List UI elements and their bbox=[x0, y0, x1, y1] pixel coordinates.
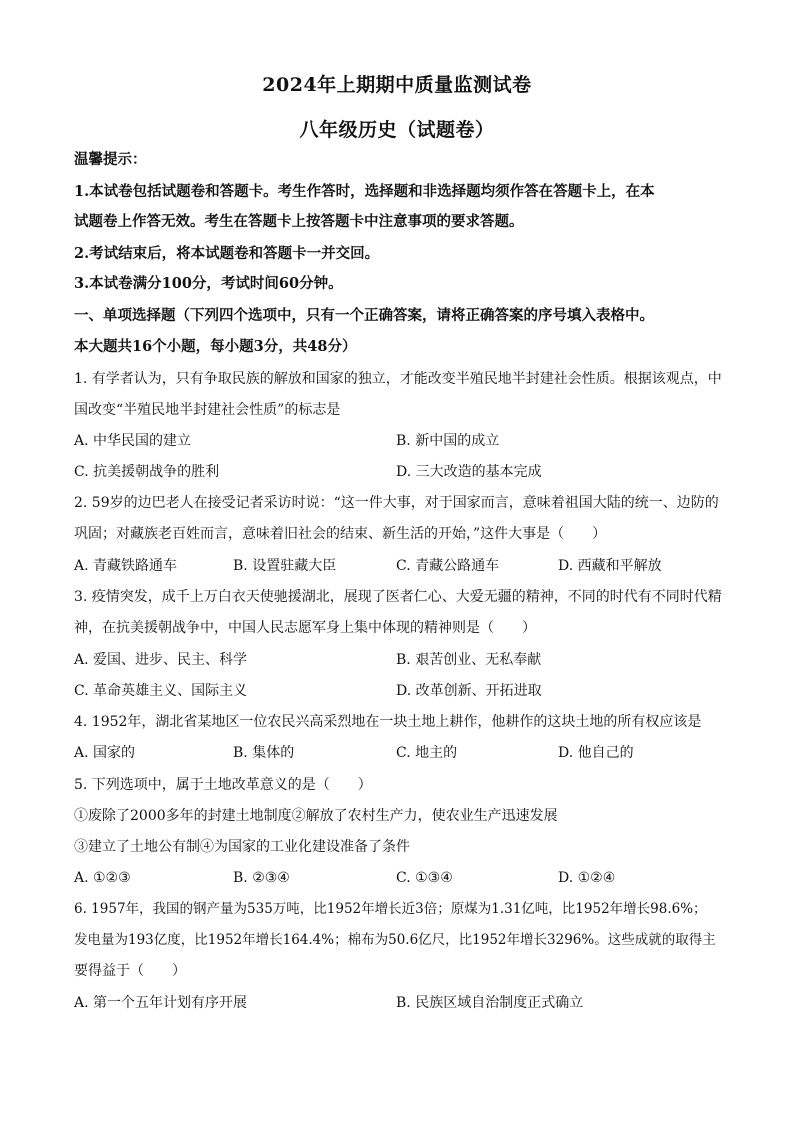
q2-option-b: B. 设置驻藏大臣 bbox=[233, 558, 337, 574]
q3-option-c: C. 革命英雄主义、国际主义 bbox=[74, 683, 248, 699]
q4-option-a: A. 国家的 bbox=[74, 745, 136, 761]
q1-stem-2: 国改变“半殖民地半封建社会性质”的标志是 bbox=[74, 402, 341, 418]
q3-option-a: A. 爱国、进步、民主、科学 bbox=[74, 652, 248, 668]
q5-stem-3: ③建立了土地公有制④为国家的工业化建设准备了条件 bbox=[74, 839, 410, 855]
q2-stem-1: 2. 59岁的边巴老人在接受记者采访时说：“这一件大事，对于国家而言，意味着祖国大陆的统一、边防的 bbox=[74, 495, 719, 511]
q2-option-a: A. 青藏铁路通车 bbox=[74, 558, 178, 574]
q4-option-c: C. 地主的 bbox=[396, 745, 458, 761]
q5-stem-2: ①废除了2000多年的封建土地制度②解放了农村生产力，使农业生产迅速发展 bbox=[74, 808, 558, 824]
q5-option-d: D. ①②④ bbox=[558, 870, 616, 886]
q5-option-c: C. ①③④ bbox=[396, 870, 453, 886]
q3-option-b: B. 艰苦创业、无私奉献 bbox=[396, 652, 542, 668]
q1-option-a: A. 中华民国的建立 bbox=[74, 433, 192, 449]
q6-option-a: A. 第一个五年计划有序开展 bbox=[74, 995, 248, 1011]
q6-stem-2: 发电量为193亿度，比1952年增长164.4%；棉布为50.6亿尺，比1952年增长3296%。这些成就的取得主 bbox=[74, 932, 716, 948]
section-1-heading: 一、单项选择题（下列四个选项中，只有一个正确答案，请将正确答案的序号填入表格中。 bbox=[74, 307, 654, 324]
q2-stem-2: 巩固；对藏族老百姓而言，意味着旧社会的结束、新生活的开始，”这件大事是（ ） bbox=[74, 526, 607, 542]
notice-line-1a: 1.本试卷包括试题卷和答题卡。考生作答时，选择题和非选择题均须作答在答题卡上，在本 bbox=[74, 183, 655, 200]
q5-stem-1: 5. 下列选项中，属于土地改革意义的是（ ） bbox=[74, 777, 372, 793]
q4-option-d: D. 他自己的 bbox=[558, 745, 634, 761]
page-title: 2024年上期期中质量监测试卷 bbox=[262, 74, 532, 96]
q6-stem-3: 要得益于（ ） bbox=[74, 963, 186, 979]
notice-line-1b: 试题卷上作答无效。考生在答题卡上按答题卡中注意事项的要求答题。 bbox=[74, 213, 524, 230]
page-subtitle: 八年级历史（试题卷） bbox=[299, 119, 495, 141]
q3-stem-1: 3. 疫情突发，成千上万白衣天使驰援湖北，展现了医者仁心、大爱无疆的精神，不同的时代有不同时代精 bbox=[74, 589, 722, 605]
q1-stem-1: 1. 有学者认为，只有争取民族的解放和国家的独立，才能改变半殖民地半封建社会性质。根据该观点，中 bbox=[74, 371, 722, 387]
q6-option-b: B. 民族区域自治制度正式确立 bbox=[396, 995, 584, 1011]
q4-option-b: B. 集体的 bbox=[233, 745, 295, 761]
q6-stem-1: 6. 1957年，我国的钢产量为535万吨，比1952年增长近3倍；原煤为1.31亿吨，比1952年增长98.6%； bbox=[74, 901, 707, 917]
q3-stem-2: 神，在抗美援朝战争中，中国人民志愿军身上集中体现的精神则是（ ） bbox=[74, 620, 536, 636]
section-1-subheading: 本大题共16个小题，每小题3分，共48分） bbox=[74, 338, 357, 355]
q5-option-a: A. ①②③ bbox=[74, 870, 131, 886]
q3-option-d: D. 改革创新、开拓进取 bbox=[396, 683, 542, 699]
notice-line-2: 2.考试结束后，将本试题卷和答题卡一并交回。 bbox=[74, 245, 380, 262]
q2-option-c: C. 青藏公路通车 bbox=[396, 558, 500, 574]
q1-option-d: D. 三大改造的基本完成 bbox=[396, 464, 542, 480]
notice-heading: 温馨提示： bbox=[74, 151, 147, 168]
q4-stem-1: 4. 1952年，湖北省某地区一位农民兴高采烈地在一块土地上耕作，他耕作的这块土地的所有权应该是 bbox=[74, 714, 702, 730]
q1-option-b: B. 新中国的成立 bbox=[396, 433, 500, 449]
q5-option-b: B. ②③④ bbox=[233, 870, 290, 886]
q1-option-c: C. 抗美援朝战争的胜利 bbox=[74, 464, 220, 480]
q2-option-d: D. 西藏和平解放 bbox=[558, 558, 662, 574]
notice-line-3: 3.本试卷满分100分，考试时间60分钟。 bbox=[74, 275, 343, 292]
